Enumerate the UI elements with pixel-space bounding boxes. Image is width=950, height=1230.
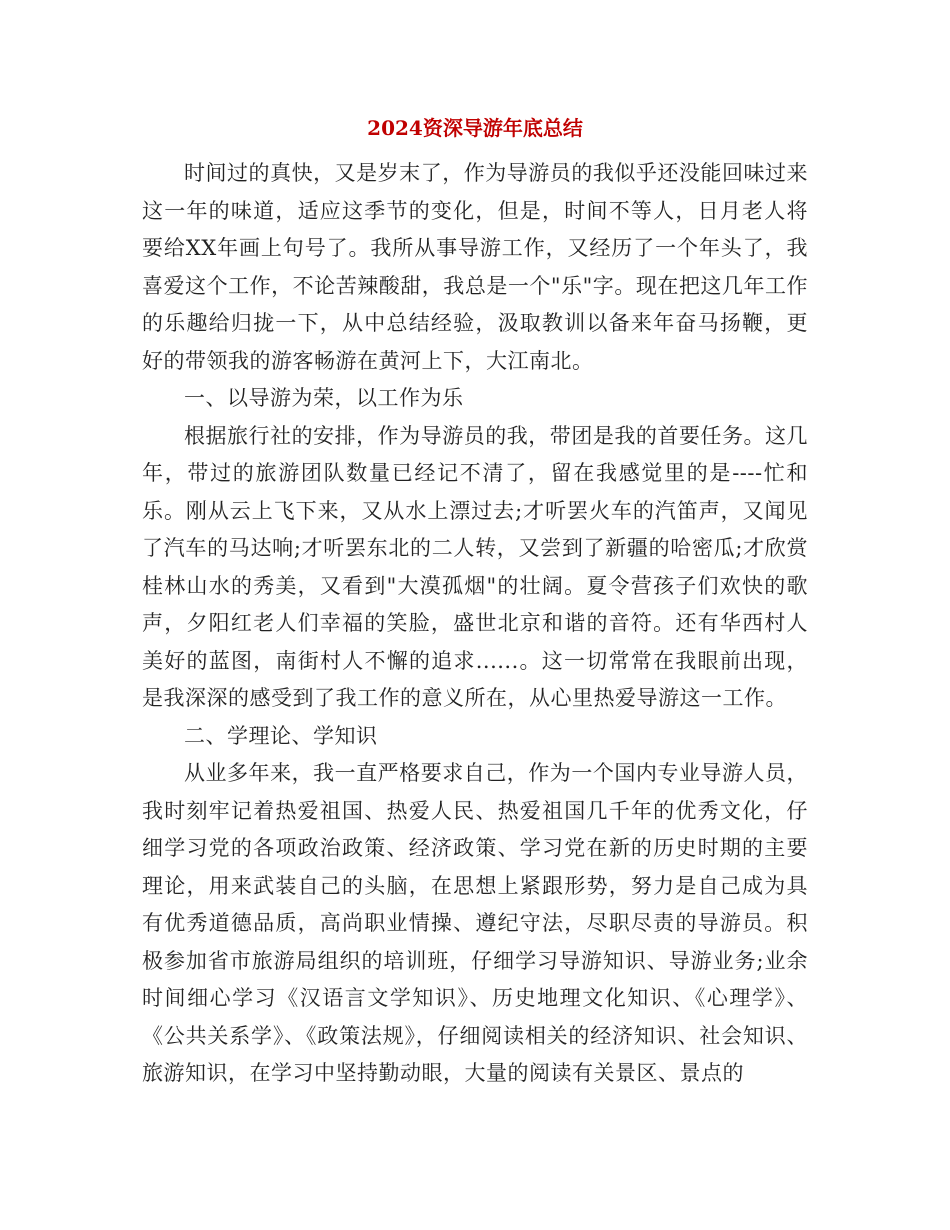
section-heading-2: 二、学理论、学知识 [184,723,378,748]
document-body [142,155,808,1093]
section-heading-1: 一、以导游为荣，以工作为乐 [184,386,464,410]
document-title: 2024资深导游年底总结 [367,116,583,140]
paragraph-section-1: 根据旅行社的安排，作为导游员的我，带团是我的首要任务。这几年，带过的旅游团队数量已经记不清了，留在我感觉里的是----忙和乐。刚从云上飞下来，又从水上漂过去;才听罢火车的汽笛声，又闻见了汽车的马达响;才听罢东北的二人转，又尝到了新疆的哈密瓜;才欣赏桂林山水的秀美，又看到"大漠孤烟"的壮阔。夏令营孩子们欢快的歌声，夕阳红老人们幸福的笑脸，盛世北京和谐的音符。还有华西村人美好的蓝图，南街村人不懈的追求......。这一切常常在我眼前出现，是我深深的感受到了我工作的意义所在，从心里热爱导游这一工作。 [142,423,808,710]
paragraph-intro: 时间过的真快，又是岁末了，作为导游员的我似乎还没能回味过来这一年的味道，适应这季节的变化，但是，时间不等人，日月老人将要给XX年画上句号了。我所从事导游工作，又经历了一个年头了，我喜爱这个工作，不论苦辣酸甜，我总是一个"乐"字。现在把这几年工作的乐趣给归拢一下，从中总结经验，汲取教训以备来年奋马扬鞭，更好的带领我的游客畅游在黄河上下，大江南北。 [142,161,808,373]
paragraph-section-2: 从业多年来，我一直严格要求自己，作为一个国内专业导游人员，我时刻牢记着热爱祖国、热爱人民、热爱祖国几千年的优秀文化，仔细学习党的各项政治政策、经济政策、学习党在新的历史时期的主要理论，用来武装自己的头脑，在思想上紧跟形势，努力是自己成为具有优秀道德品质，高尚职业情操、遵纪守法，尽职尽责的导游员。积极参加省市旅游局组织的培训班，仔细学习导游知识、导游业务;业余时间细心学习《汉语言文学知识》、历史地理文化知识、《心理学》、《公共关系学》、《政策法规》，仔细阅读相关的经济知识、社会知识、旅游知识，在学习中坚持勤动眼，大量的阅读有关景区、景点的 [142,761,808,1085]
